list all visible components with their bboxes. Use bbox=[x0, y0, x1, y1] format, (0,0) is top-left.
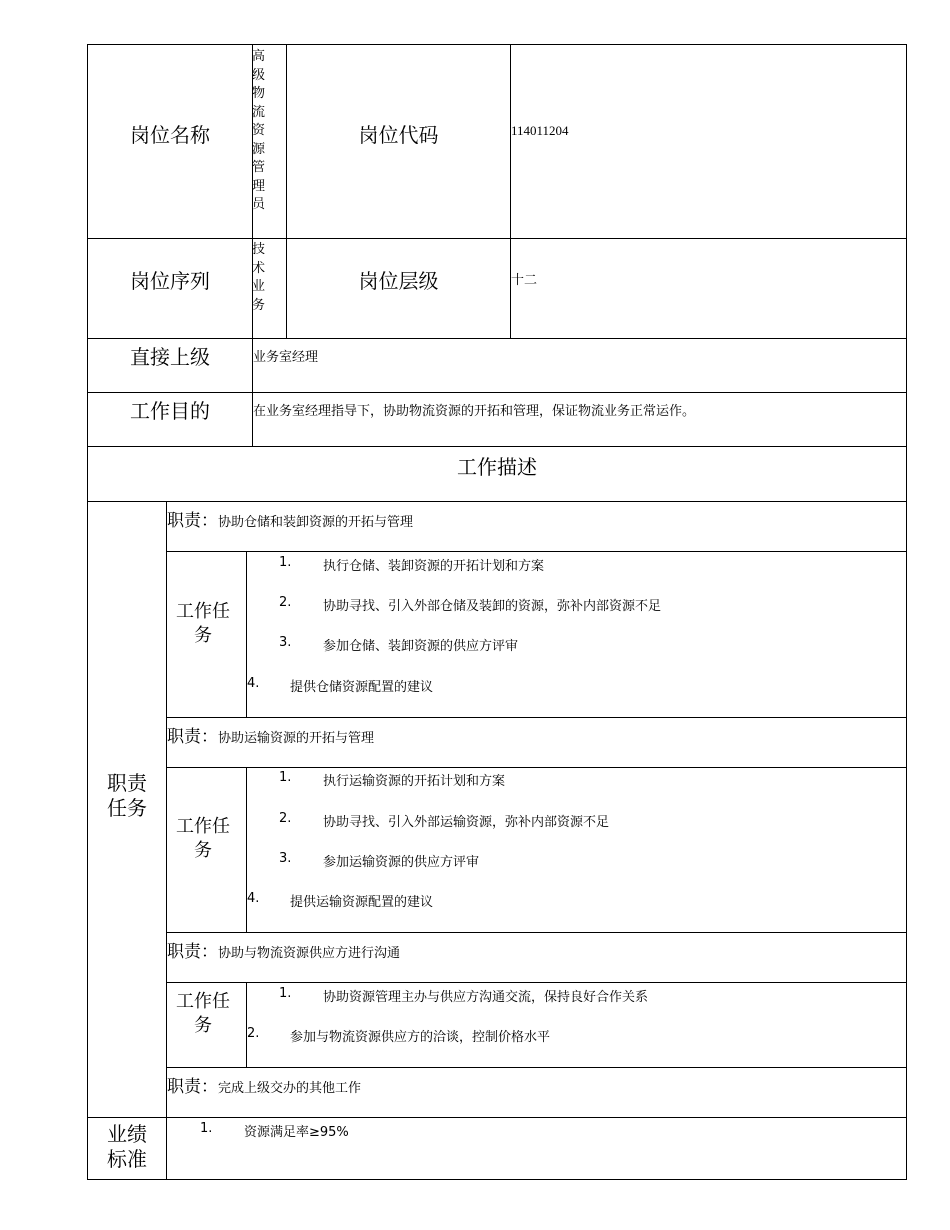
task-2-2-num: 2. bbox=[279, 811, 292, 826]
task-label-1: 工作任务 bbox=[176, 601, 230, 646]
duty-row-1 bbox=[167, 506, 413, 531]
task-label-3: 工作任务 bbox=[176, 991, 230, 1036]
task-2-3-text: 参加运输资源的供应方评审 bbox=[323, 855, 480, 870]
duty-prefix: 职责： bbox=[167, 942, 218, 962]
duty-row-3 bbox=[167, 937, 400, 962]
task-2-1-num: 1. bbox=[279, 770, 292, 785]
duty-row-2 bbox=[167, 722, 374, 747]
position-name-value: 高级物流资源管理员 bbox=[252, 49, 266, 212]
work-description-title: 工作描述 bbox=[457, 455, 537, 479]
task-3-1-num: 1. bbox=[279, 986, 292, 1001]
task-1-1-text: 执行仓储、装卸资源的开拓计划和方案 bbox=[323, 559, 545, 574]
task-3-2-text: 参加与物流资源供应方的洽谈，控制价格水平 bbox=[290, 1030, 551, 1045]
performance-1-num: 1. bbox=[200, 1121, 213, 1136]
task-2-3-num: 3. bbox=[279, 851, 292, 866]
position-code-label: 岗位代码 bbox=[358, 123, 439, 147]
duty-text: 协助仓储和装卸资源的开拓与管理 bbox=[218, 515, 414, 530]
position-level-value: 十二 bbox=[511, 273, 538, 288]
task-1-1-num: 1. bbox=[279, 555, 292, 570]
supervisor-value: 业务室经理 bbox=[253, 350, 319, 365]
position-code-value: 114011204 bbox=[511, 123, 569, 138]
task-3-2-num: 2. bbox=[247, 1026, 260, 1041]
duty-text: 完成上级交办的其他工作 bbox=[218, 1081, 362, 1096]
performance-1-text: 资源满足率≥95% bbox=[244, 1125, 349, 1140]
task-1-4-text: 提供仓储资源配置的建议 bbox=[290, 680, 434, 695]
position-level-label: 岗位层级 bbox=[358, 269, 439, 293]
task-1-4-num: 4. bbox=[247, 676, 260, 691]
task-1-2-text: 协助寻找、引入外部仓储及装卸的资源，弥补内部资源不足 bbox=[323, 599, 662, 614]
task-2-4-text: 提供运输资源配置的建议 bbox=[290, 895, 434, 910]
duty-prefix: 职责： bbox=[167, 511, 218, 531]
duty-row-4 bbox=[167, 1072, 361, 1097]
task-1-3-num: 3. bbox=[279, 635, 292, 650]
position-series-value: 技术业务 bbox=[252, 242, 266, 313]
performance-label: 业绩标准 bbox=[107, 1122, 147, 1171]
task-2-2-text: 协助寻找、引入外部运输资源，弥补内部资源不足 bbox=[323, 815, 610, 830]
duties-label: 职责任务 bbox=[107, 771, 147, 820]
supervisor-label: 直接上级 bbox=[130, 345, 210, 369]
duty-text: 协助运输资源的开拓与管理 bbox=[218, 731, 375, 746]
position-name-label: 岗位名称 bbox=[130, 123, 210, 147]
duty-prefix: 职责： bbox=[167, 1077, 218, 1097]
task-1-3-text: 参加仓储、装卸资源的供应方评审 bbox=[323, 639, 519, 654]
task-2-4-num: 4. bbox=[247, 891, 260, 906]
purpose-value: 在业务室经理指导下，协助物流资源的开拓和管理，保证物流业务正常运作。 bbox=[253, 404, 696, 419]
task-1-2-num: 2. bbox=[279, 595, 292, 610]
position-series-label: 岗位序列 bbox=[130, 269, 210, 293]
task-label-2: 工作任务 bbox=[176, 816, 230, 861]
duty-text: 协助与物流资源供应方进行沟通 bbox=[218, 946, 401, 961]
task-3-1-text: 协助资源管理主办与供应方沟通交流，保持良好合作关系 bbox=[323, 990, 649, 1005]
task-2-1-text: 执行运输资源的开拓计划和方案 bbox=[323, 774, 506, 789]
duty-prefix: 职责： bbox=[167, 727, 218, 747]
purpose-label: 工作目的 bbox=[130, 399, 210, 423]
